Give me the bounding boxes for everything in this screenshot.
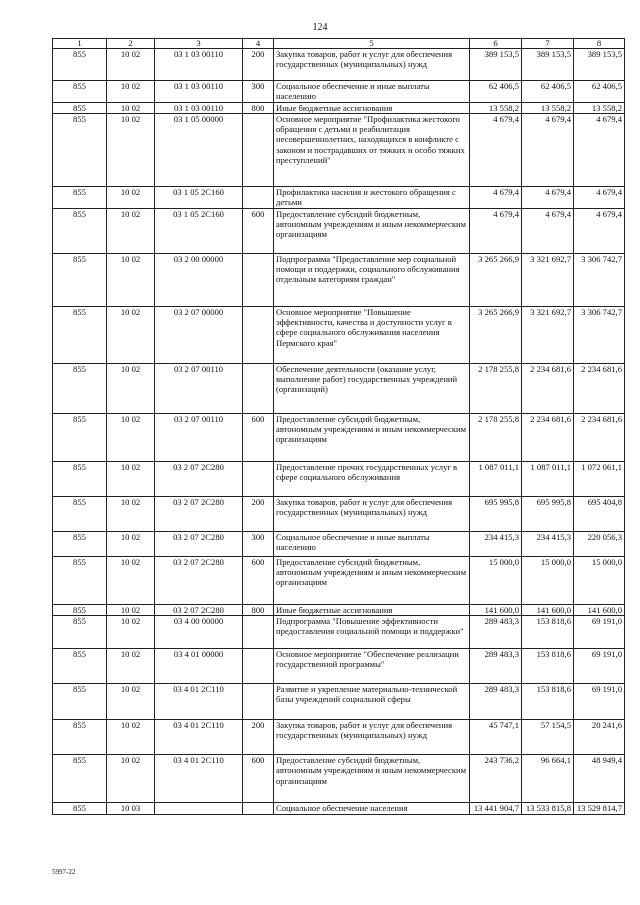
expense-type-cell: 200 [243, 49, 274, 81]
section-code-cell: 10 02 [107, 49, 155, 81]
amount-year2-cell: 2 234 681,6 [522, 413, 574, 461]
table-header-row [53, 39, 625, 49]
admin-code-cell: 855 [53, 720, 107, 755]
description-cell: Профилактика насилия и жестокого обращения с детьми [274, 186, 470, 208]
admin-code-cell: 855 [53, 306, 107, 363]
column-header: 2 [107, 39, 155, 49]
description-cell: Иные бюджетные ассигнования [274, 604, 470, 615]
amount-year2-cell: 13 558,2 [522, 102, 574, 113]
admin-code-cell: 855 [53, 616, 107, 649]
amount-year3-cell: 4 679,4 [574, 208, 625, 253]
amount-year3-cell: 4 679,4 [574, 113, 625, 186]
admin-code-cell: 855 [53, 49, 107, 81]
amount-year3-cell: 3 306 742,7 [574, 253, 625, 306]
section-code-cell: 10 02 [107, 649, 155, 684]
expense-type-cell [243, 461, 274, 496]
description-cell: Подпрограмма "Предоставление мер социальной помощи и поддержки, социального обслуживания отдельным категориям граждан" [274, 253, 470, 306]
target-code-cell: 03 2 07 2С280 [155, 496, 243, 531]
amount-year3-cell: 13 558,2 [574, 102, 625, 113]
section-code-cell: 10 02 [107, 413, 155, 461]
section-code-cell: 10 02 [107, 461, 155, 496]
amount-year3-cell: 141 600,0 [574, 604, 625, 615]
amount-year3-cell: 1 072 061,1 [574, 461, 625, 496]
description-cell: Развитие и укрепление материально-технической базы учреждений социальной сферы [274, 684, 470, 720]
description-cell: Основное мероприятие "Повышение эффективности, качества и доступности услуг в сфере социального обслуживания населения Пермского края" [274, 306, 470, 363]
table-row [53, 720, 625, 755]
description-cell: Основное мероприятие "Обеспечение реализации государственной программы" [274, 649, 470, 684]
document-code: 5997-22 [52, 868, 76, 876]
target-code-cell: 03 2 07 00000 [155, 306, 243, 363]
expense-type-cell [243, 186, 274, 208]
amount-year1-cell: 3 265 266,9 [470, 253, 522, 306]
table-row [53, 113, 625, 186]
description-cell: Социальное обеспечение населения [274, 803, 470, 815]
admin-code-cell: 855 [53, 81, 107, 103]
target-code-cell: 03 4 01 2С110 [155, 720, 243, 755]
section-code-cell: 10 02 [107, 616, 155, 649]
target-code-cell: 03 2 07 2С280 [155, 531, 243, 556]
section-code-cell: 10 02 [107, 186, 155, 208]
section-code-cell: 10 02 [107, 363, 155, 413]
admin-code-cell: 855 [53, 531, 107, 556]
admin-code-cell: 855 [53, 803, 107, 815]
admin-code-cell: 855 [53, 102, 107, 113]
expense-type-cell: 600 [243, 755, 274, 803]
amount-year2-cell: 62 406,5 [522, 81, 574, 103]
amount-year3-cell: 220 056,3 [574, 531, 625, 556]
admin-code-cell: 855 [53, 649, 107, 684]
amount-year1-cell: 2 178 255,8 [470, 363, 522, 413]
description-cell: Предоставление субсидий бюджетным, автономным учреждениям и иным некоммерческим организациям [274, 413, 470, 461]
section-code-cell: 10 02 [107, 604, 155, 615]
section-code-cell: 10 02 [107, 496, 155, 531]
description-cell: Закупка товаров, работ и услуг для обеспечения государственных (муниципальных) нужд [274, 720, 470, 755]
admin-code-cell: 855 [53, 253, 107, 306]
amount-year2-cell: 141 600,0 [522, 604, 574, 615]
target-code-cell: 03 2 00 00000 [155, 253, 243, 306]
expense-type-cell [243, 363, 274, 413]
amount-year3-cell: 13 529 814,7 [574, 803, 625, 815]
expense-type-cell [243, 306, 274, 363]
amount-year2-cell: 234 415,3 [522, 531, 574, 556]
description-cell: Обеспечение деятельности (оказание услуг, выполнение работ) государственных учреждений (организаций) [274, 363, 470, 413]
table-row [53, 253, 625, 306]
amount-year1-cell: 289 483,3 [470, 616, 522, 649]
admin-code-cell: 855 [53, 208, 107, 253]
amount-year3-cell: 69 191,0 [574, 649, 625, 684]
amount-year2-cell: 1 087 011,1 [522, 461, 574, 496]
amount-year2-cell: 389 153,5 [522, 49, 574, 81]
amount-year1-cell: 45 747,1 [470, 720, 522, 755]
amount-year2-cell: 695 995,8 [522, 496, 574, 531]
expense-type-cell [243, 684, 274, 720]
amount-year1-cell: 695 995,8 [470, 496, 522, 531]
amount-year2-cell: 153 818,6 [522, 684, 574, 720]
amount-year1-cell: 243 736,2 [470, 755, 522, 803]
target-code-cell: 03 4 00 00000 [155, 616, 243, 649]
admin-code-cell: 855 [53, 461, 107, 496]
amount-year2-cell: 4 679,4 [522, 113, 574, 186]
amount-year2-cell: 3 321 692,7 [522, 253, 574, 306]
expense-type-cell [243, 616, 274, 649]
amount-year3-cell: 4 679,4 [574, 186, 625, 208]
section-code-cell: 10 02 [107, 531, 155, 556]
table-row [53, 684, 625, 720]
amount-year1-cell: 4 679,4 [470, 208, 522, 253]
admin-code-cell: 855 [53, 113, 107, 186]
table-row [53, 604, 625, 615]
section-code-cell: 10 02 [107, 113, 155, 186]
expense-type-cell: 800 [243, 604, 274, 615]
expense-type-cell: 300 [243, 81, 274, 103]
column-header: 8 [574, 39, 625, 49]
amount-year1-cell: 289 483,3 [470, 649, 522, 684]
amount-year2-cell: 3 321 692,7 [522, 306, 574, 363]
amount-year3-cell: 48 949,4 [574, 755, 625, 803]
admin-code-cell: 855 [53, 413, 107, 461]
section-code-cell: 10 03 [107, 803, 155, 815]
table-row [53, 363, 625, 413]
description-cell: Предоставление субсидий бюджетным, автономным учреждениям и иным некоммерческим организациям [274, 755, 470, 803]
amount-year3-cell: 389 153,5 [574, 49, 625, 81]
description-cell: Предоставление субсидий бюджетным, автономным учреждениям и иным некоммерческим организациям [274, 208, 470, 253]
amount-year1-cell: 15 000,0 [470, 556, 522, 604]
column-header: 3 [155, 39, 243, 49]
table-row [53, 649, 625, 684]
description-cell: Социальное обеспечение и иные выплаты населению [274, 81, 470, 103]
table-row [53, 208, 625, 253]
section-code-cell: 10 02 [107, 102, 155, 113]
target-code-cell: 03 1 05 2С160 [155, 208, 243, 253]
section-code-cell: 10 02 [107, 81, 155, 103]
description-cell: Основное мероприятие "Профилактика жестокого обращения с детьми и реабилитация несовершеннолетних, находящихся в конфликте с законом и пострадавших от тяжких и особо тяжких преступлений" [274, 113, 470, 186]
target-code-cell: 03 2 07 2С280 [155, 461, 243, 496]
target-code-cell: 03 2 07 2С280 [155, 604, 243, 615]
table-row [53, 803, 625, 815]
amount-year1-cell: 62 406,5 [470, 81, 522, 103]
amount-year3-cell: 2 234 681,6 [574, 363, 625, 413]
amount-year1-cell: 389 153,5 [470, 49, 522, 81]
amount-year3-cell: 695 404,8 [574, 496, 625, 531]
column-header: 6 [470, 39, 522, 49]
amount-year1-cell: 4 679,4 [470, 186, 522, 208]
amount-year3-cell: 2 234 681,6 [574, 413, 625, 461]
section-code-cell: 10 02 [107, 684, 155, 720]
target-code-cell: 03 4 01 2С110 [155, 684, 243, 720]
target-code-cell: 03 2 07 00110 [155, 363, 243, 413]
expense-type-cell: 300 [243, 531, 274, 556]
expense-type-cell: 600 [243, 413, 274, 461]
amount-year2-cell: 96 664,1 [522, 755, 574, 803]
target-code-cell: 03 1 05 00000 [155, 113, 243, 186]
amount-year3-cell: 69 191,0 [574, 616, 625, 649]
target-code-cell: 03 2 07 00110 [155, 413, 243, 461]
table-row [53, 413, 625, 461]
amount-year1-cell: 3 265 266,9 [470, 306, 522, 363]
description-cell: Предоставление прочих государственных услуг в сфере социального обслуживания [274, 461, 470, 496]
amount-year1-cell: 13 441 904,7 [470, 803, 522, 815]
amount-year3-cell: 3 306 742,7 [574, 306, 625, 363]
table-row [53, 461, 625, 496]
section-code-cell: 10 02 [107, 253, 155, 306]
table-row [53, 81, 625, 103]
amount-year2-cell: 2 234 681,6 [522, 363, 574, 413]
expense-type-cell: 200 [243, 496, 274, 531]
admin-code-cell: 855 [53, 755, 107, 803]
amount-year2-cell: 57 154,5 [522, 720, 574, 755]
description-cell: Закупка товаров, работ и услуг для обеспечения государственных (муниципальных) нужд [274, 496, 470, 531]
admin-code-cell: 855 [53, 496, 107, 531]
target-code-cell: 03 1 05 2С160 [155, 186, 243, 208]
description-cell: Предоставление субсидий бюджетным, автономным учреждениям и иным некоммерческим организациям [274, 556, 470, 604]
target-code-cell [155, 803, 243, 815]
amount-year2-cell: 13 533 815,8 [522, 803, 574, 815]
amount-year1-cell: 2 178 255,8 [470, 413, 522, 461]
expense-type-cell [243, 113, 274, 186]
section-code-cell: 10 02 [107, 208, 155, 253]
section-code-cell: 10 02 [107, 755, 155, 803]
admin-code-cell: 855 [53, 186, 107, 208]
admin-code-cell: 855 [53, 556, 107, 604]
amount-year3-cell: 20 241,6 [574, 720, 625, 755]
amount-year2-cell: 4 679,4 [522, 186, 574, 208]
amount-year1-cell: 289 483,3 [470, 684, 522, 720]
amount-year3-cell: 69 191,0 [574, 684, 625, 720]
column-header: 7 [522, 39, 574, 49]
target-code-cell: 03 4 01 2С110 [155, 755, 243, 803]
target-code-cell: 03 1 03 00110 [155, 102, 243, 113]
target-code-cell: 03 1 03 00110 [155, 81, 243, 103]
amount-year2-cell: 4 679,4 [522, 208, 574, 253]
target-code-cell: 03 2 07 2С280 [155, 556, 243, 604]
amount-year2-cell: 15 000,0 [522, 556, 574, 604]
description-cell: Подпрограмма "Повышение эффективности предоставления социальной помощи и поддержки" [274, 616, 470, 649]
expense-type-cell: 600 [243, 556, 274, 604]
table-row [53, 496, 625, 531]
table-row [53, 616, 625, 649]
amount-year2-cell: 153 818,6 [522, 616, 574, 649]
amount-year2-cell: 153 818,6 [522, 649, 574, 684]
table-row [53, 755, 625, 803]
amount-year1-cell: 4 679,4 [470, 113, 522, 186]
page-number: 124 [312, 22, 328, 33]
table-row [53, 102, 625, 113]
admin-code-cell: 855 [53, 684, 107, 720]
budget-table [52, 38, 625, 815]
table-row [53, 556, 625, 604]
target-code-cell: 03 4 01 00000 [155, 649, 243, 684]
expense-type-cell: 800 [243, 102, 274, 113]
target-code-cell: 03 1 03 00110 [155, 49, 243, 81]
section-code-cell: 10 02 [107, 556, 155, 604]
section-code-cell: 10 02 [107, 306, 155, 363]
amount-year1-cell: 141 600,0 [470, 604, 522, 615]
admin-code-cell: 855 [53, 604, 107, 615]
table-row [53, 306, 625, 363]
expense-type-cell: 600 [243, 208, 274, 253]
column-header: 1 [53, 39, 107, 49]
table-row [53, 531, 625, 556]
description-cell: Закупка товаров, работ и услуг для обеспечения государственных (муниципальных) нужд [274, 49, 470, 81]
admin-code-cell: 855 [53, 363, 107, 413]
expense-type-cell [243, 649, 274, 684]
description-cell: Иные бюджетные ассигнования [274, 102, 470, 113]
section-code-cell: 10 02 [107, 720, 155, 755]
column-header: 4 [243, 39, 274, 49]
expense-type-cell [243, 253, 274, 306]
column-header: 5 [274, 39, 470, 49]
table-row [53, 186, 625, 208]
amount-year3-cell: 62 406,5 [574, 81, 625, 103]
table-row [53, 49, 625, 81]
amount-year1-cell: 1 087 011,1 [470, 461, 522, 496]
description-cell: Социальное обеспечение и иные выплаты населению [274, 531, 470, 556]
amount-year3-cell: 15 000,0 [574, 556, 625, 604]
expense-type-cell: 200 [243, 720, 274, 755]
amount-year1-cell: 234 415,3 [470, 531, 522, 556]
amount-year1-cell: 13 558,2 [470, 102, 522, 113]
expense-type-cell [243, 803, 274, 815]
